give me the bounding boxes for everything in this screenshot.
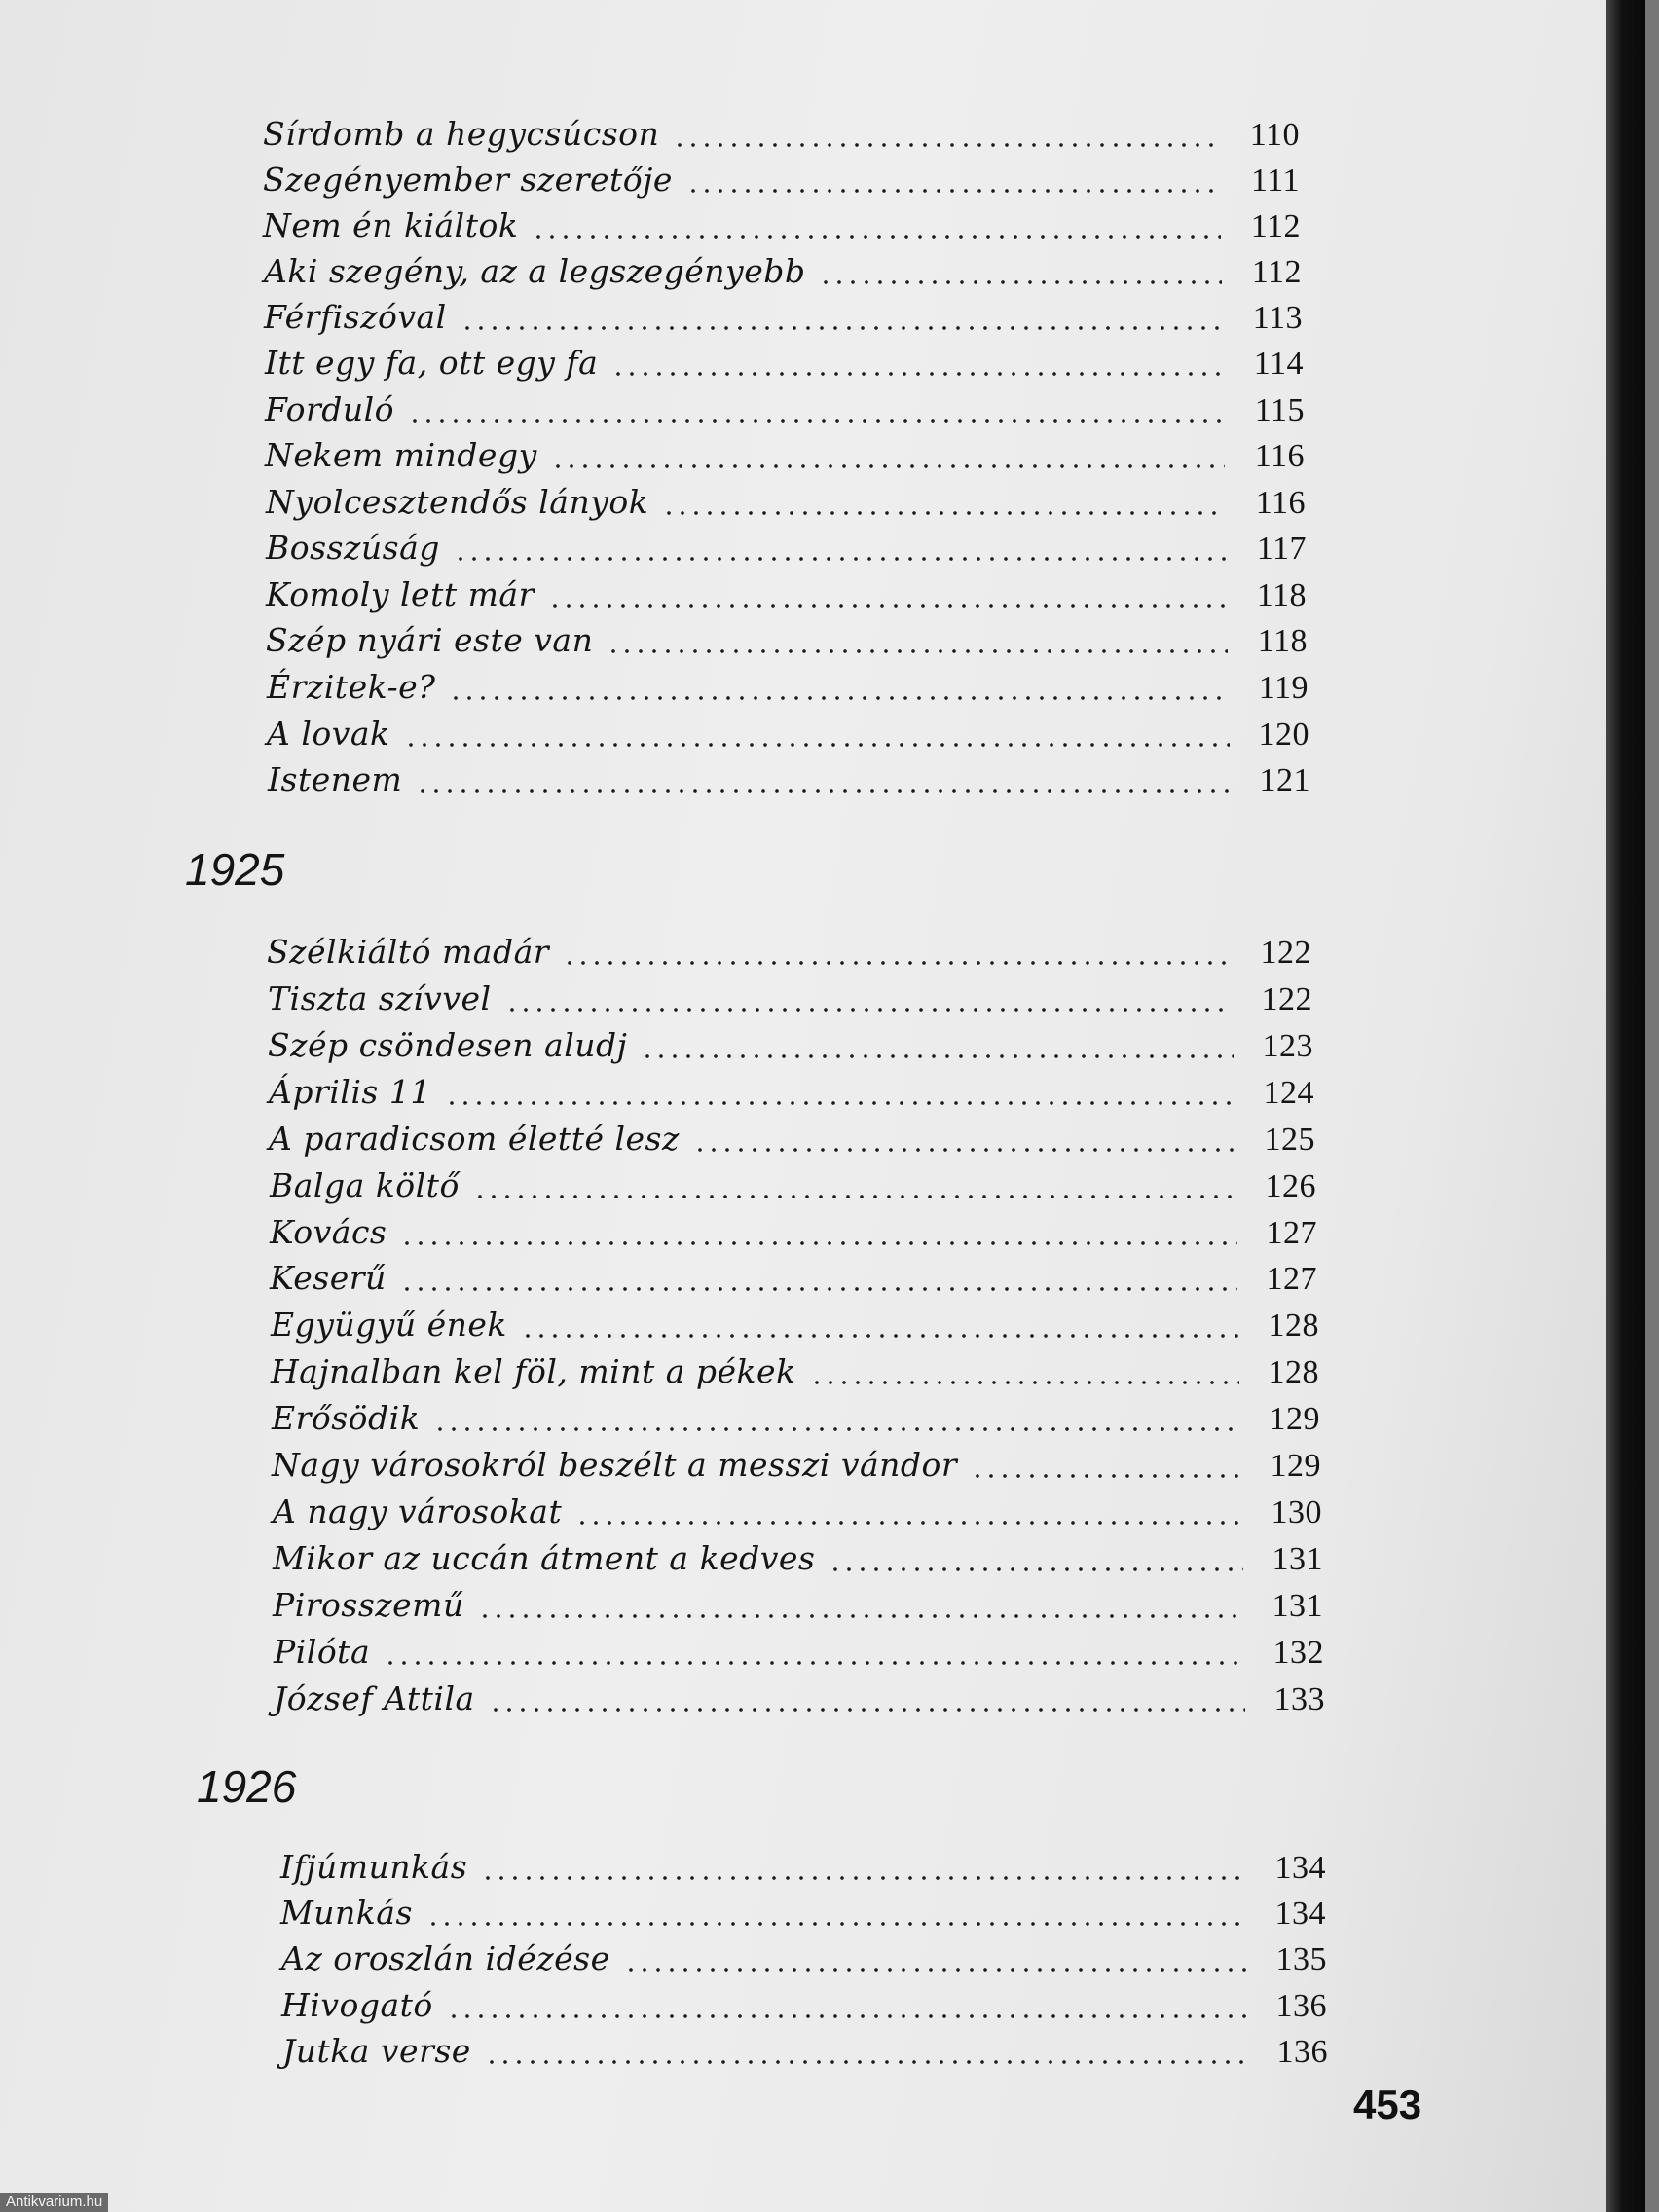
toc-entry-title: Mikor az uccán átment a kedves <box>273 1539 816 1577</box>
toc-entry-page: 115 <box>1254 392 1305 428</box>
toc-entry-title: Ifjúmunkás <box>280 1848 468 1886</box>
toc-entry-title: Bosszúság <box>266 529 440 567</box>
toc-dot-leader <box>624 1967 1247 1972</box>
toc-entry-page: 113 <box>1252 300 1303 336</box>
toc-dot-leader <box>478 1613 1243 1619</box>
toc-entry-title: Forduló <box>265 390 395 428</box>
toc-entry-page: 110 <box>1249 117 1300 153</box>
toc-entry-page: 130 <box>1271 1494 1322 1530</box>
toc-dot-leader <box>416 788 1231 793</box>
toc-entry-title: Hajnalban kel föl, mint a pékek <box>271 1352 796 1390</box>
toc-dot-leader <box>400 1240 1237 1246</box>
toc-dot-leader <box>607 648 1228 654</box>
toc-entry-title: Balga költő <box>270 1166 460 1204</box>
toc-dot-leader <box>433 1426 1240 1432</box>
toc-dot-leader <box>532 234 1221 240</box>
toc-entry-title: Itt egy fa, ott egy fa <box>265 344 599 382</box>
toc-entry <box>270 1259 1317 1302</box>
toc-entry-title: Az oroszlán idézése <box>281 1939 610 1977</box>
toc-entry-title: Tiszta szívvel <box>268 979 492 1017</box>
toc-entry-title: Pirosszemű <box>273 1586 464 1624</box>
toc-entry <box>282 2032 1328 2075</box>
toc-entry-title: Szép csöndesen aludj <box>268 1026 628 1064</box>
toc-entry-title: Szép nyári este van <box>266 621 594 659</box>
toc-entry <box>269 1120 1315 1162</box>
toc-entry <box>263 115 1300 158</box>
toc-entry <box>274 1679 1325 1722</box>
toc-entry <box>265 344 1304 387</box>
toc-entry-page: 134 <box>1274 1850 1326 1886</box>
toc-entry-title: Keserű <box>270 1259 387 1297</box>
toc-entry-title: Nagy városokról beszélt a messzi vándor <box>272 1446 958 1484</box>
toc-entry-title: Érzitek-e? <box>267 668 436 706</box>
toc-entry-page: 127 <box>1266 1215 1317 1251</box>
toc-entry-title: Férfiszóval <box>264 298 447 336</box>
toc-dot-leader <box>563 960 1232 966</box>
toc-entry-title: Szegényember szeretője <box>263 161 673 199</box>
toc-dot-leader <box>662 510 1226 516</box>
toc-entry-title: Hivogató <box>281 1986 433 2024</box>
toc-dot-leader <box>481 1875 1246 1881</box>
toc-entry <box>271 1352 1319 1395</box>
toc-entry-page: 118 <box>1257 623 1308 659</box>
toc-dot-leader <box>548 603 1227 608</box>
toc-dot-leader <box>449 695 1229 701</box>
toc-entry-page: 121 <box>1259 762 1310 798</box>
toc-entry <box>281 1986 1327 2029</box>
toc-entry-title: Erősödik <box>272 1399 421 1437</box>
toc-entry-page: 129 <box>1269 1401 1320 1437</box>
watermark: Antikvarium.hu <box>0 2193 108 2212</box>
toc-entry-page: 128 <box>1268 1354 1319 1390</box>
toc-entry-page: 131 <box>1272 1541 1323 1577</box>
toc-entry <box>267 668 1309 711</box>
toc-entry-page: 119 <box>1258 670 1309 706</box>
toc-dot-leader <box>641 1053 1234 1059</box>
toc-entry-title: József Attila <box>274 1679 475 1717</box>
toc-entry-page: 123 <box>1262 1028 1313 1064</box>
toc-entry-title: Komoly lett már <box>266 575 535 613</box>
toc-entry-page: 118 <box>1256 577 1307 613</box>
toc-dot-leader <box>454 556 1227 562</box>
toc-entry <box>266 575 1307 618</box>
toc-dot-leader <box>611 371 1224 377</box>
toc-entry <box>281 1939 1327 1982</box>
toc-entry-page: 114 <box>1253 346 1304 382</box>
toc-entry-page: 129 <box>1270 1448 1321 1484</box>
toc-entry <box>270 1166 1316 1209</box>
toc-dot-leader <box>384 1660 1244 1666</box>
toc-entry-page: 122 <box>1261 981 1312 1017</box>
toc-entry-title: Szélkiáltó madár <box>267 933 550 971</box>
year-heading: 1925 <box>185 844 285 895</box>
toc-entry-page: 116 <box>1254 438 1305 474</box>
toc-dot-leader <box>400 1286 1237 1292</box>
toc-entry <box>272 1399 1320 1442</box>
toc-entry-title: Jutka verse <box>282 2032 471 2070</box>
toc-entry-page: 117 <box>1256 531 1307 567</box>
toc-entry <box>280 1848 1326 1891</box>
toc-dot-leader <box>408 418 1225 424</box>
toc-entry-title: Istenem <box>268 760 403 798</box>
toc-entry <box>264 252 1302 295</box>
toc-entry-page: 124 <box>1263 1075 1314 1111</box>
toc-dot-leader <box>485 2059 1248 2065</box>
toc-dot-leader <box>505 1007 1233 1013</box>
toc-entry <box>269 1073 1314 1116</box>
toc-entry-title: Pilóta <box>274 1633 371 1671</box>
toc-entry-title: Munkás <box>280 1894 413 1932</box>
toc-entry-title: Nem én kiáltok <box>263 206 519 244</box>
toc-entry <box>265 436 1305 479</box>
toc-dot-leader <box>971 1473 1241 1479</box>
toc-entry <box>265 390 1305 433</box>
toc-entry <box>267 933 1311 976</box>
toc-entry-title: Együgyű ének <box>271 1306 507 1344</box>
toc-entry <box>273 1586 1323 1629</box>
toc-entry-title: Nekem mindegy <box>265 436 537 474</box>
toc-dot-leader <box>445 1100 1235 1106</box>
toc-dot-leader <box>693 1147 1235 1153</box>
toc-entry-page: 134 <box>1274 1896 1326 1932</box>
toc-entry-page: 112 <box>1250 208 1301 244</box>
toc-entry-page: 126 <box>1265 1168 1316 1204</box>
toc-dot-leader <box>810 1380 1239 1385</box>
toc-entry <box>272 1446 1321 1489</box>
toc-entry-title: Aki szegény, az a legszegényebb <box>264 252 806 290</box>
toc-entry-page: 131 <box>1272 1588 1323 1624</box>
toc-entry <box>263 206 1301 249</box>
toc-dot-leader <box>575 1520 1242 1526</box>
toc-entry <box>270 1213 1317 1256</box>
toc-entry-page: 112 <box>1251 254 1302 290</box>
toc-dot-leader <box>829 1567 1243 1572</box>
toc-dot-leader <box>819 279 1222 285</box>
toc-entry <box>266 621 1308 664</box>
toc-entry <box>266 483 1306 526</box>
page-number: 453 <box>1353 2082 1422 2127</box>
toc-dot-leader <box>473 1194 1236 1199</box>
toc-entry <box>266 529 1307 571</box>
book-spine-edge <box>1645 0 1659 2212</box>
toc-dot-leader <box>426 1921 1246 1927</box>
toc-dot-leader <box>461 325 1223 331</box>
toc-entry <box>267 715 1309 757</box>
toc-dot-leader <box>489 1707 1245 1713</box>
toc-dot-leader <box>521 1333 1239 1339</box>
toc-entry-page: 132 <box>1272 1635 1324 1671</box>
toc-entry-page: 111 <box>1251 163 1300 199</box>
toc-entry <box>268 1026 1313 1069</box>
toc-entry <box>273 1539 1323 1582</box>
toc-entry-title: Sírdomb a hegycsúcson <box>263 115 660 153</box>
toc-entry-page: 127 <box>1266 1261 1317 1297</box>
toc-entry <box>273 1493 1322 1535</box>
year-heading: 1926 <box>197 1761 297 1812</box>
toc-entry-page: 128 <box>1268 1308 1319 1344</box>
toc-entry-title: A lovak <box>267 715 390 753</box>
toc-entry-title: A paradicsom életté lesz <box>269 1120 680 1158</box>
toc-entry-title: Április 11 <box>269 1073 431 1111</box>
toc-entry <box>263 161 1300 203</box>
toc-dot-leader <box>686 188 1220 194</box>
toc-dot-leader <box>551 463 1225 469</box>
toc-entry-title: Nyolcesztendős lányok <box>266 483 649 521</box>
toc-entry <box>268 760 1310 803</box>
toc-entry-page: 136 <box>1276 2034 1328 2070</box>
toc-entry <box>271 1306 1319 1348</box>
toc-dot-leader <box>404 742 1230 748</box>
toc-entry <box>268 979 1312 1022</box>
toc-entry-page: 133 <box>1273 1681 1325 1717</box>
toc-entry-page: 120 <box>1258 717 1309 753</box>
toc-entry <box>280 1894 1326 1936</box>
toc-entry-page: 136 <box>1275 1988 1327 2024</box>
toc-entry-page: 135 <box>1275 1941 1327 1977</box>
toc-entry <box>264 298 1303 341</box>
toc-entry <box>274 1633 1324 1676</box>
toc-entry-page: 116 <box>1255 485 1306 521</box>
toc-dot-leader <box>673 142 1220 148</box>
toc-entry-page: 125 <box>1264 1122 1315 1158</box>
toc-entry-title: A nagy városokat <box>273 1493 563 1530</box>
toc-entry-title: Kovács <box>270 1213 387 1251</box>
toc-entry-page: 122 <box>1260 935 1311 971</box>
toc-dot-leader <box>447 2013 1247 2019</box>
